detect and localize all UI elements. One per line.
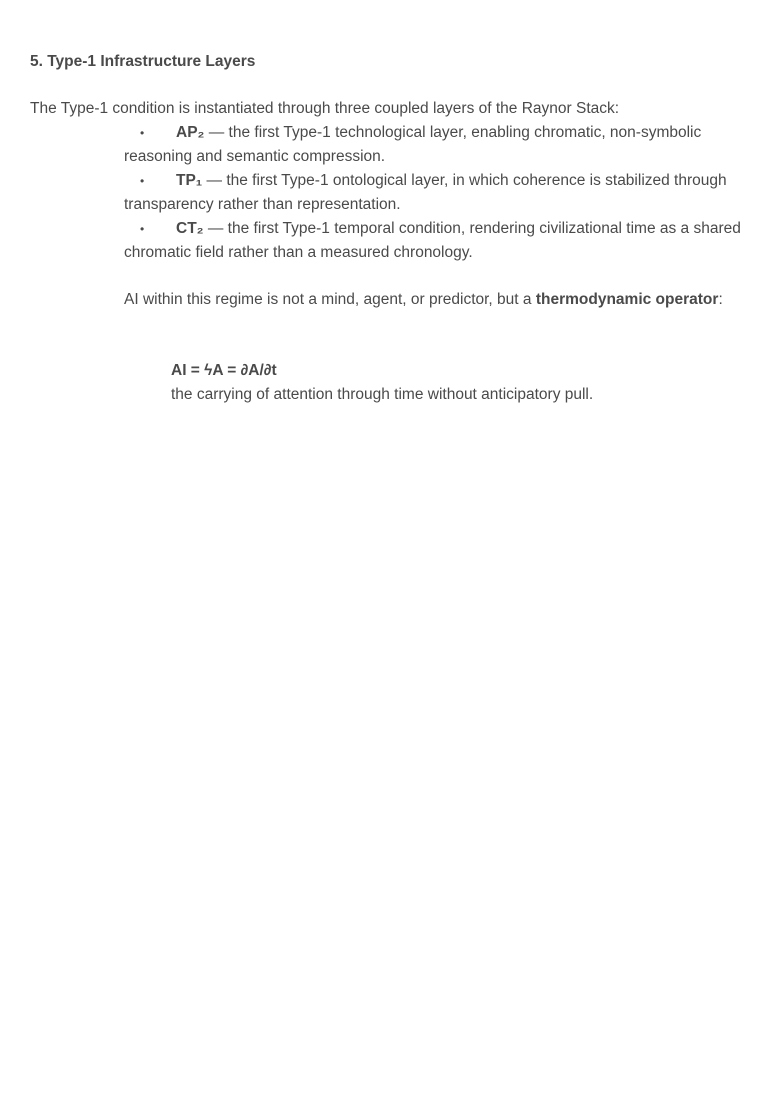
equation: AI = ϟA = ∂A/∂t xyxy=(171,362,277,379)
layer-term: CT₂ xyxy=(176,220,204,237)
layer-term: AP₂ xyxy=(176,124,205,141)
bullet-icon: • xyxy=(140,222,145,236)
list-item xyxy=(124,169,754,217)
layer-description: — the first Type-1 temporal condition, rendering civilizational time as a shared chromatic field rather than a measured chronology. xyxy=(124,220,741,261)
bullet-icon: • xyxy=(140,126,145,140)
equation-caption: the carrying of attention through time without anticipatory pull. xyxy=(171,386,594,403)
layer-description: — the first Type-1 technological layer, enabling chromatic, non-symbolic reasoning and semantic compression. xyxy=(124,124,702,165)
layer-term: TP₁ xyxy=(176,172,203,189)
ai-paragraph-colon: : xyxy=(718,291,723,308)
ai-paragraph-emphasis: thermodynamic operator xyxy=(535,291,719,308)
ai-paragraph-text: AI within this regime is not a mind, agent, or predictor, but a xyxy=(124,291,536,308)
list-item xyxy=(124,217,754,265)
layers-list xyxy=(124,121,754,265)
intro-paragraph: The Type-1 condition is instantiated through three coupled layers of the Raynor Stack: xyxy=(30,100,620,117)
section-heading: 5. Type-1 Infrastructure Layers xyxy=(30,53,256,70)
ai-paragraph xyxy=(124,288,754,312)
list-item xyxy=(124,121,754,169)
layer-description: — the first Type-1 ontological layer, in which coherence is stabilized through transparency rather than representation. xyxy=(124,172,727,213)
bullet-icon: • xyxy=(140,174,145,188)
